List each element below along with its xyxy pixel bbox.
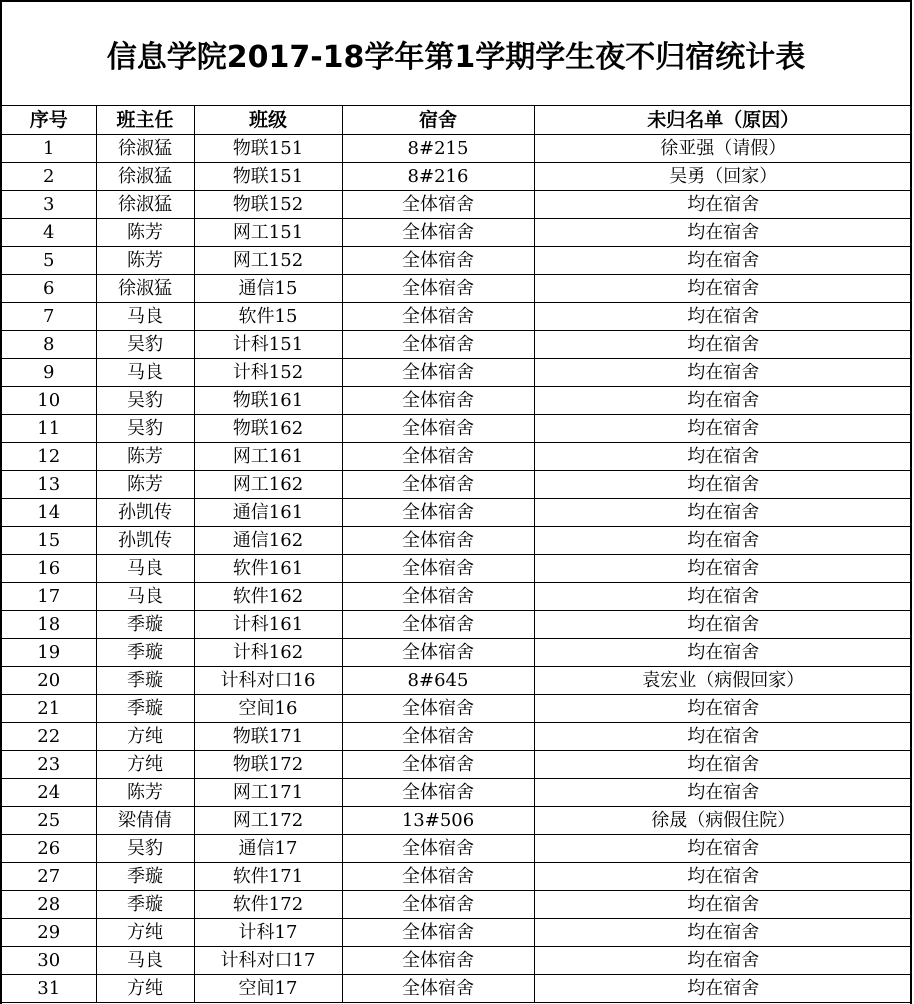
cell-teacher[interactable]: 马良 [96,583,194,611]
cell-class[interactable]: 物联172 [194,751,342,779]
cell-class[interactable]: 物联171 [194,723,342,751]
table-row [2,415,912,443]
cell-dorm[interactable]: 全体宿舍 [342,359,534,387]
cell-class[interactable]: 通信162 [194,527,342,555]
cell-teacher[interactable]: 吴豹 [96,415,194,443]
cell-teacher[interactable]: 徐淑猛 [96,163,194,191]
cell-absent-list[interactable]: 均在宿舍 [534,443,912,471]
cell-teacher[interactable]: 马良 [96,303,194,331]
cell-index[interactable]: 12 [2,443,96,471]
cell-class[interactable]: 物联161 [194,387,342,415]
cell-index[interactable]: 29 [2,919,96,947]
cell-class[interactable]: 软件15 [194,303,342,331]
cell-absent-list[interactable]: 均在宿舍 [534,359,912,387]
cell-teacher[interactable]: 吴豹 [96,387,194,415]
cell-index[interactable]: 31 [2,975,96,1003]
cell-dorm[interactable]: 全体宿舍 [342,583,534,611]
cell-dorm[interactable]: 8#215 [342,135,534,163]
cell-index[interactable]: 11 [2,415,96,443]
header-absent-list[interactable]: 未归名单（原因） [534,106,912,135]
cell-class[interactable]: 通信161 [194,499,342,527]
cell-teacher[interactable]: 季璇 [96,639,194,667]
cell-dorm[interactable]: 全体宿舍 [342,415,534,443]
cell-absent-list[interactable]: 均在宿舍 [534,275,912,303]
cell-absent-list[interactable]: 均在宿舍 [534,527,912,555]
table-row [2,387,912,415]
cell-dorm[interactable]: 全体宿舍 [342,947,534,975]
cell-absent-list[interactable]: 徐亚强（请假） [534,135,912,163]
cell-class[interactable]: 物联152 [194,191,342,219]
cell-teacher[interactable]: 徐淑猛 [96,275,194,303]
cell-class[interactable]: 计科151 [194,331,342,359]
sheet-title: 信息学院2017-18学年第1学期学生夜不归宿统计表 [2,2,910,106]
cell-index[interactable]: 5 [2,247,96,275]
cell-dorm[interactable]: 全体宿舍 [342,527,534,555]
cell-dorm[interactable]: 全体宿舍 [342,779,534,807]
cell-class[interactable]: 网工152 [194,247,342,275]
cell-absent-list[interactable]: 均在宿舍 [534,695,912,723]
table-row [2,611,912,639]
cell-absent-list[interactable]: 徐晟（病假住院） [534,807,912,835]
cell-index[interactable]: 3 [2,191,96,219]
cell-absent-list[interactable]: 均在宿舍 [534,583,912,611]
cell-class[interactable]: 计科17 [194,919,342,947]
cell-class[interactable]: 物联151 [194,135,342,163]
table-row [2,275,912,303]
cell-dorm[interactable]: 8#216 [342,163,534,191]
cell-index[interactable]: 21 [2,695,96,723]
cell-absent-list[interactable]: 均在宿舍 [534,247,912,275]
cell-index[interactable]: 6 [2,275,96,303]
cell-dorm[interactable]: 全体宿舍 [342,443,534,471]
cell-index[interactable]: 23 [2,751,96,779]
cell-absent-list[interactable]: 均在宿舍 [534,387,912,415]
cell-dorm[interactable]: 全体宿舍 [342,723,534,751]
table-row [2,975,912,1003]
cell-dorm[interactable]: 全体宿舍 [342,695,534,723]
table-body [2,135,912,1003]
table-row [2,191,912,219]
cell-absent-list[interactable]: 均在宿舍 [534,219,912,247]
cell-index[interactable]: 2 [2,163,96,191]
cell-class[interactable]: 网工151 [194,219,342,247]
cell-class[interactable]: 软件172 [194,891,342,919]
cell-class[interactable]: 计科162 [194,639,342,667]
table-row [2,443,912,471]
cell-index[interactable]: 4 [2,219,96,247]
cell-absent-list[interactable]: 均在宿舍 [534,303,912,331]
cell-class[interactable]: 软件161 [194,555,342,583]
table-row [2,863,912,891]
table-row [2,779,912,807]
cell-dorm[interactable]: 全体宿舍 [342,555,534,583]
table-row [2,723,912,751]
cell-teacher[interactable]: 梁倩倩 [96,807,194,835]
cell-absent-list[interactable]: 均在宿舍 [534,947,912,975]
cell-index[interactable]: 24 [2,779,96,807]
table-row [2,359,912,387]
cell-class[interactable]: 计科对口17 [194,947,342,975]
table-row [2,583,912,611]
cell-index[interactable]: 10 [2,387,96,415]
cell-index[interactable]: 28 [2,891,96,919]
cell-dorm[interactable]: 全体宿舍 [342,611,534,639]
cell-absent-list[interactable]: 均在宿舍 [534,975,912,1003]
cell-index[interactable]: 18 [2,611,96,639]
cell-teacher[interactable]: 季璇 [96,863,194,891]
cell-index[interactable]: 13 [2,471,96,499]
table-row [2,555,912,583]
cell-dorm[interactable]: 全体宿舍 [342,331,534,359]
table-row [2,947,912,975]
cell-class[interactable]: 网工162 [194,471,342,499]
header-index[interactable]: 序号 [2,106,96,135]
table-row [2,527,912,555]
cell-index[interactable]: 8 [2,331,96,359]
cell-index[interactable]: 14 [2,499,96,527]
cell-teacher[interactable]: 方纯 [96,751,194,779]
cell-class[interactable]: 通信17 [194,835,342,863]
cell-index[interactable]: 9 [2,359,96,387]
cell-index[interactable]: 25 [2,807,96,835]
cell-index[interactable]: 17 [2,583,96,611]
cell-index[interactable]: 26 [2,835,96,863]
cell-dorm[interactable]: 全体宿舍 [342,247,534,275]
cell-dorm[interactable]: 8#645 [342,667,534,695]
cell-index[interactable]: 27 [2,863,96,891]
table-row [2,331,912,359]
cell-teacher[interactable]: 吴豹 [96,331,194,359]
cell-index[interactable]: 16 [2,555,96,583]
table-row [2,471,912,499]
cell-index[interactable]: 20 [2,667,96,695]
cell-dorm[interactable]: 全体宿舍 [342,835,534,863]
table-row [2,247,912,275]
cell-teacher[interactable]: 孙凯传 [96,499,194,527]
table-row [2,163,912,191]
cell-teacher[interactable]: 陈芳 [96,219,194,247]
cell-absent-list[interactable]: 均在宿舍 [534,835,912,863]
table-row [2,835,912,863]
header-teacher[interactable]: 班主任 [96,106,194,135]
cell-dorm[interactable]: 全体宿舍 [342,891,534,919]
cell-class[interactable]: 空间17 [194,975,342,1003]
table-row [2,135,912,163]
header-dorm[interactable]: 宿舍 [342,106,534,135]
cell-class[interactable]: 物联151 [194,163,342,191]
cell-class[interactable]: 计科152 [194,359,342,387]
cell-absent-list[interactable]: 吴勇（回家） [534,163,912,191]
table-row [2,695,912,723]
cell-absent-list[interactable]: 袁宏业（病假回家） [534,667,912,695]
cell-dorm[interactable]: 全体宿舍 [342,387,534,415]
cell-dorm[interactable]: 全体宿舍 [342,303,534,331]
cell-absent-list[interactable]: 均在宿舍 [534,639,912,667]
cell-teacher[interactable]: 陈芳 [96,779,194,807]
cell-index[interactable]: 19 [2,639,96,667]
cell-teacher[interactable]: 徐淑猛 [96,191,194,219]
cell-teacher[interactable]: 方纯 [96,723,194,751]
table-row [2,919,912,947]
cell-teacher[interactable]: 陈芳 [96,247,194,275]
cell-class[interactable]: 物联162 [194,415,342,443]
cell-teacher[interactable]: 季璇 [96,611,194,639]
cell-class[interactable]: 网工172 [194,807,342,835]
table-row [2,891,912,919]
cell-teacher[interactable]: 徐淑猛 [96,135,194,163]
table-row [2,807,912,835]
cell-teacher[interactable]: 方纯 [96,975,194,1003]
cell-class[interactable]: 通信15 [194,275,342,303]
cell-dorm[interactable]: 全体宿舍 [342,639,534,667]
cell-dorm[interactable]: 全体宿舍 [342,499,534,527]
cell-absent-list[interactable]: 均在宿舍 [534,611,912,639]
cell-dorm[interactable]: 全体宿舍 [342,919,534,947]
cell-dorm[interactable]: 全体宿舍 [342,975,534,1003]
cell-teacher[interactable]: 马良 [96,555,194,583]
header-row [2,106,912,135]
cell-class[interactable]: 软件162 [194,583,342,611]
table-row [2,751,912,779]
table-row [2,639,912,667]
cell-dorm[interactable]: 全体宿舍 [342,751,534,779]
cell-teacher[interactable]: 方纯 [96,919,194,947]
cell-teacher[interactable]: 陈芳 [96,471,194,499]
cell-absent-list[interactable]: 均在宿舍 [534,751,912,779]
cell-dorm[interactable]: 全体宿舍 [342,863,534,891]
table-row [2,667,912,695]
cell-dorm[interactable]: 13#506 [342,807,534,835]
cell-class[interactable]: 网工171 [194,779,342,807]
table-row [2,303,912,331]
cell-absent-list[interactable]: 均在宿舍 [534,331,912,359]
cell-index[interactable]: 15 [2,527,96,555]
cell-teacher[interactable]: 季璇 [96,667,194,695]
cell-class[interactable]: 计科161 [194,611,342,639]
cell-absent-list[interactable]: 均在宿舍 [534,499,912,527]
cell-dorm[interactable]: 全体宿舍 [342,471,534,499]
cell-teacher[interactable]: 陈芳 [96,443,194,471]
cell-class[interactable]: 计科对口16 [194,667,342,695]
cell-absent-list[interactable]: 均在宿舍 [534,863,912,891]
cell-dorm[interactable]: 全体宿舍 [342,191,534,219]
cell-absent-list[interactable]: 均在宿舍 [534,555,912,583]
cell-dorm[interactable]: 全体宿舍 [342,275,534,303]
header-class[interactable]: 班级 [194,106,342,135]
table-row [2,499,912,527]
cell-teacher[interactable]: 马良 [96,359,194,387]
cell-index[interactable]: 30 [2,947,96,975]
cell-class[interactable]: 软件171 [194,863,342,891]
cell-class[interactable]: 网工161 [194,443,342,471]
cell-index[interactable]: 22 [2,723,96,751]
cell-absent-list[interactable]: 均在宿舍 [534,191,912,219]
cell-absent-list[interactable]: 均在宿舍 [534,415,912,443]
cell-class[interactable]: 空间16 [194,695,342,723]
table-row [2,219,912,247]
cell-index[interactable]: 7 [2,303,96,331]
cell-teacher[interactable]: 吴豹 [96,835,194,863]
cell-dorm[interactable]: 全体宿舍 [342,219,534,247]
cell-absent-list[interactable]: 均在宿舍 [534,471,912,499]
cell-absent-list[interactable]: 均在宿舍 [534,723,912,751]
cell-teacher[interactable]: 马良 [96,947,194,975]
cell-teacher[interactable]: 孙凯传 [96,527,194,555]
cell-index[interactable]: 1 [2,135,96,163]
cell-absent-list[interactable]: 均在宿舍 [534,779,912,807]
stats-table [2,106,912,1003]
cell-teacher[interactable]: 季璇 [96,891,194,919]
cell-teacher[interactable]: 季璇 [96,695,194,723]
cell-absent-list[interactable]: 均在宿舍 [534,919,912,947]
cell-absent-list[interactable]: 均在宿舍 [534,891,912,919]
